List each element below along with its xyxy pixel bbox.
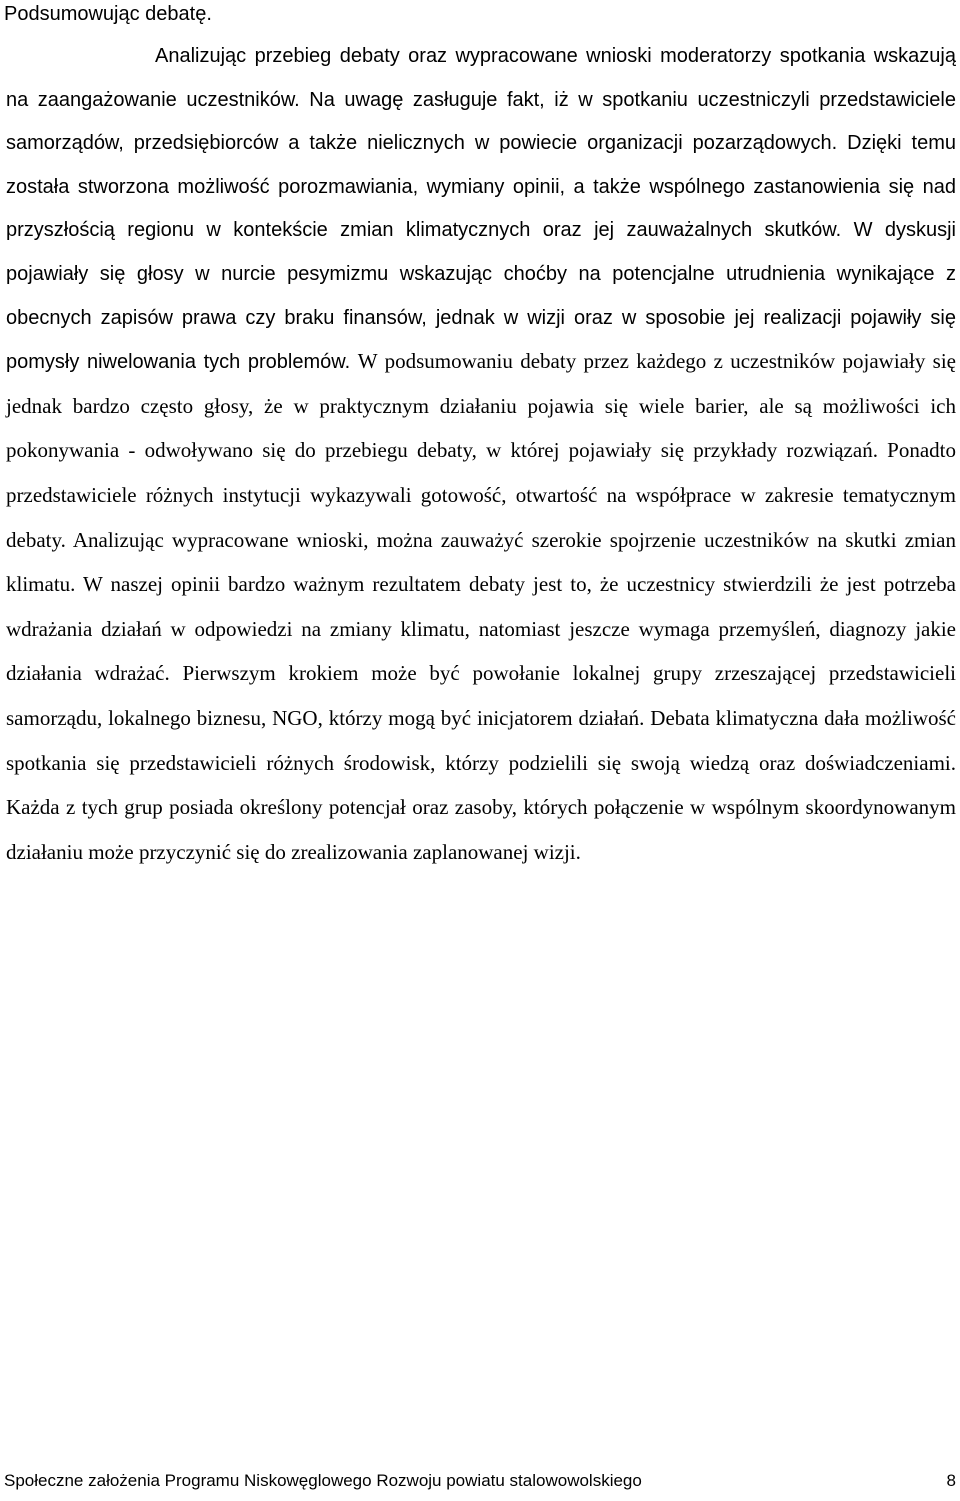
paragraph-run-sans: Analizując przebieg debaty oraz wypracowane wnioski moderatorzy spotkania wskazują na zaangażowanie uczestników. Na uwagę zasługuje fakt, iż w spotkaniu uczestniczyli przedstawiciele samorządów, przedsiębiorców a także nielicznych w powiecie organizacji pozarządowych. Dzięki temu została stworzona możliwość porozmawiania, wymiany opinii, a także wspólnego zastanowienia się nad przyszłością regionu w kontekście zmian klimatycznych oraz jej zauważalnych skutków. W dyskusji pojawiały się głosy w nurcie pesymizmu wskazując choćby na potencjalne utrudnienia wynikające z obecnych zapisów prawa czy braku finansów, jednak w wizji oraz w sposobie jej realizacji pojawiły się pomysły niwelowania tych problemów. [6, 45, 956, 374]
paragraph-run-serif: W podsumowaniu debaty przez każdego z uczestników pojawiały się jednak bardzo często głosy, że w praktycznym działaniu pojawia się wiele barier, ale są możliwości ich pokonywania - odwoływano się do przebiegu debaty, w której pojawiały się przykłady rozwiązań. Ponadto przedstawiciele różnych instytucji wykazywali gotowość, otwartość na współprace w zakresie tematycznym debaty. Analizując wypracowane wnioski, można zauważyć szerokie spojrzenie uczestników na skutki zmian klimatu. W naszej opinii bardzo ważnym rezultatem debaty jest to, że uczestnicy stwierdzili że jest potrzeba wdrażania działań w odpowiedzi na zmiany klimatu, natomiast jeszcze wymaga przemyśleń, diagnozy jakie działania wdrażać. Pierwszym krokiem może być powołanie lokalnej grupy zrzeszającej przedstawicieli samorządu, lokalnego biznesu, NGO, którzy mogą być inicjatorem działań. Debata klimatyczna dała możliwość spotkania się przedstawicieli różnych środowisk, którzy podzielili się swoją wiedzą oraz doświadczeniami. Każda z tych grup posiada określony potencjał oraz zasoby, których połączenie w wspólnym skoordynowanym działaniu może przyczynić się do zrealizowania zaplanowanej wizji. [6, 349, 956, 864]
section-heading: Podsumowując debatę. [4, 3, 212, 25]
summary-paragraph [6, 35, 956, 875]
footer-title: Społeczne założenia Programu Niskowęglowego Rozwoju powiatu stalowowolskiego [4, 1471, 642, 1490]
page-number: 8 [946, 1471, 956, 1490]
page-footer [4, 1470, 956, 1492]
